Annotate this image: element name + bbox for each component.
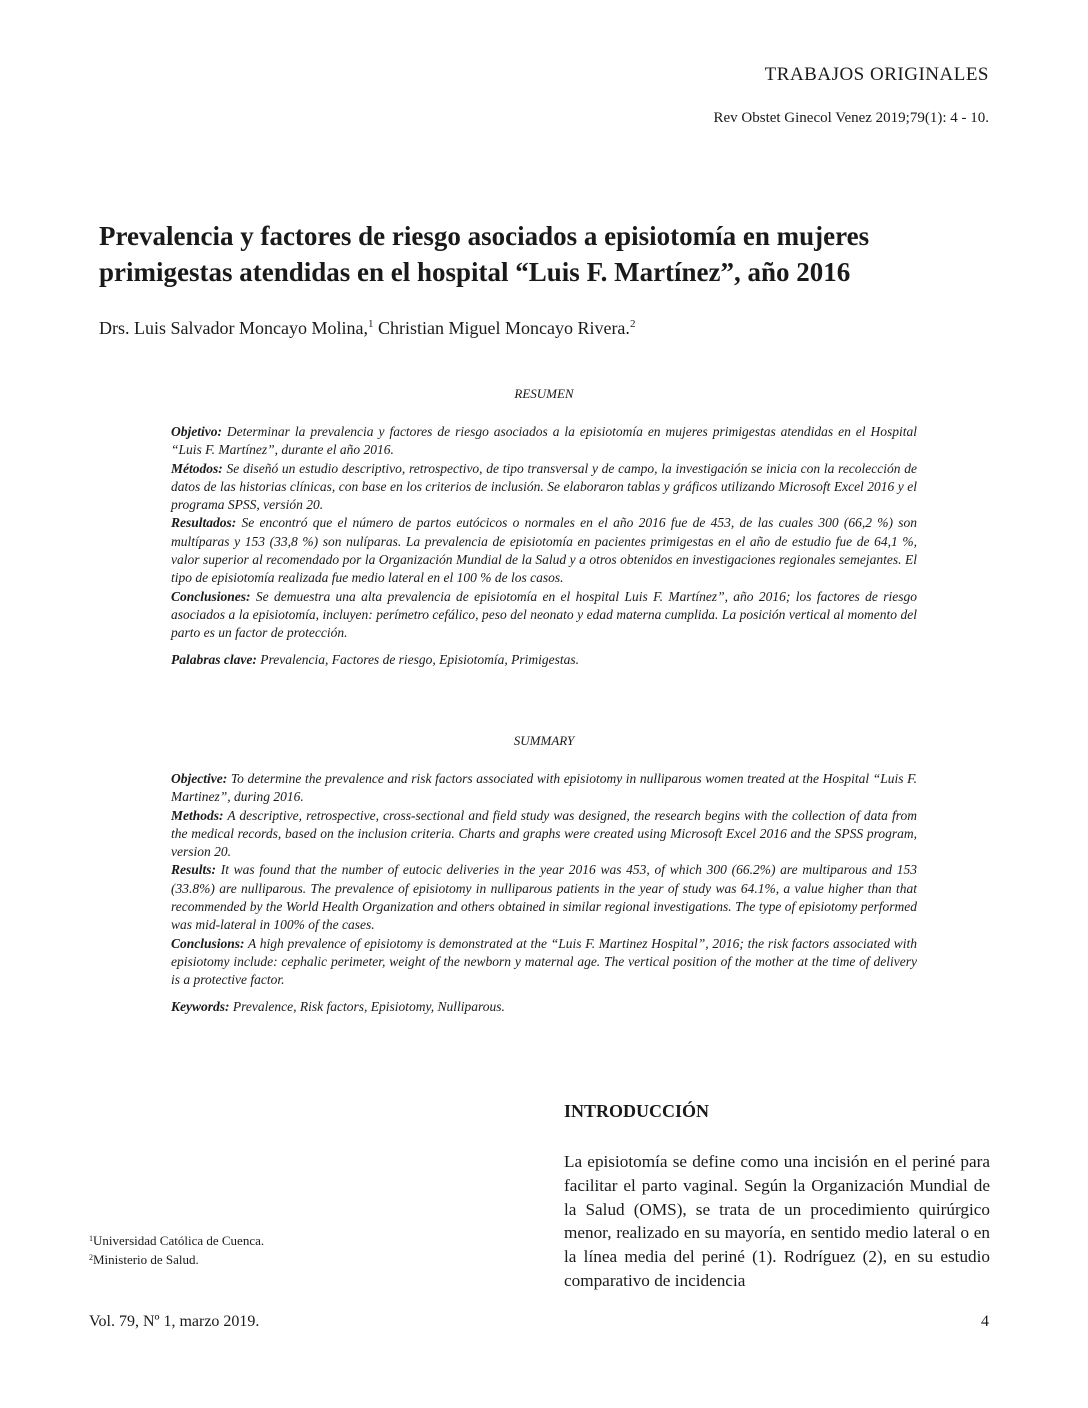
introduction-heading: INTRODUCCIÓN: [564, 1101, 710, 1121]
author-name: Drs. Luis Salvador Moncayo Molina,: [99, 318, 368, 338]
label: Palabras clave:: [171, 651, 257, 667]
affiliation-mark: 2: [629, 318, 636, 330]
footnote-text: Ministerio de Salud.: [93, 1252, 199, 1267]
text: Determinar la prevalencia y factores de riesgo asociados a la episiotomía en mujeres primigestas atendidas en el Hospital “Luis F. Martínez”, durante el año 2016.: [171, 424, 917, 458]
summary-heading: SUMMARY: [513, 733, 575, 748]
summary-abstract: [171, 770, 917, 1016]
footnote: [89, 1233, 264, 1249]
text: A high prevalence of episiotomy is demonstrated at the “Luis F. Martinez Hospital”, 2016; the risk factors associated with episiotomy include: cephalic perimeter, weight of the newborn y maternal age. The vertical position of the mother at the time of delivery is a protective factor.: [171, 935, 917, 988]
affiliation-mark: 1: [367, 318, 374, 330]
author-list: [99, 318, 635, 339]
label: Conclusions:: [171, 935, 245, 951]
text: Prevalencia, Factores de riesgo, Episiotomía, Primigestas.: [256, 651, 580, 667]
label: Results:: [171, 862, 217, 878]
author-name: Christian Miguel Moncayo Rivera.: [373, 318, 630, 338]
summary-methods: [171, 807, 917, 862]
footnote-mark: 2: [89, 1253, 93, 1262]
footnote-mark: 1: [89, 1234, 93, 1243]
text: Prevalence, Risk factors, Episiotomy, Nulliparous.: [229, 998, 505, 1014]
footer-volume: Vol. 79, Nº 1, marzo 2019.: [89, 1313, 260, 1330]
summary-keywords: [171, 998, 917, 1016]
page-number: 4: [981, 1313, 989, 1330]
text: A descriptive, retrospective, cross-sectional and field study was designed, the research begins with the collection of data from the medical records, based on the inclusion criteria. Charts and graphs were created using Microsoft Excel 2016 and the SPSS program, version 20.: [171, 807, 917, 860]
resumen-objetivo: [171, 423, 917, 460]
article-title: Prevalencia y factores de riesgo asociados a episiotomía en mujeres primigestas atendidas en el hospital “Luis F. Martínez”, año 2016: [99, 221, 870, 287]
label: Conclusiones:: [171, 588, 251, 604]
resumen-conclusiones: [171, 588, 917, 643]
resumen-heading: RESUMEN: [514, 386, 574, 401]
label: Objetivo:: [171, 424, 222, 439]
text: Se diseñó un estudio descriptivo, retrospectivo, de tipo transversal y de campo, la investigación se inicia con la recolección de datos de las historias clínicas, con base en los criterios de inclusión. Se elaboraron tablas y gráficos utilizando Microsoft Excel 2016 y el programa SPSS, versión 20.: [171, 460, 917, 513]
journal-citation: Rev Obstet Ginecol Venez 2019;79(1): 4 - 10.: [713, 110, 989, 126]
text: Se demuestra una alta prevalencia de episiotomía en el hospital Luis F. Martínez”, año 2016; los factores de riesgo asociados a la episiotomía, incluyen: perímetro cefálico, peso del neonato y edad materna cumplida. La posición vertical al momento del parto es un factor de protección.: [171, 588, 917, 641]
resumen-metodos: [171, 460, 917, 515]
label: Methods:: [171, 807, 224, 823]
summary-results: [171, 861, 917, 934]
text: To determine the prevalence and risk factors associated with episiotomy in nulliparous women treated at the Hospital “Luis F. Martinez”, during 2016.: [171, 771, 917, 805]
text: Se encontró que el número de partos eutócicos o normales en el año 2016 fue de 453, de las cuales 300 (66,2 %) son multíparas y 153 (33,8 %) son nulíparas. La prevalencia de episiotomía en pacientes primigestas en el año de estudio fue de 64,1 %, valor superior al recomendado por la Organización Mundial de la Salud y a otros obtenidos en investigaciones regionales semejantes. El tipo de episiotomía realizada fue medio lateral en el 100 % de los casos.: [171, 515, 917, 586]
label: Objective:: [171, 771, 228, 786]
section-label: TRABAJOS ORIGINALES: [764, 64, 989, 85]
label: Resultados:: [171, 515, 237, 531]
resumen-resultados: [171, 514, 917, 587]
label: Métodos:: [171, 460, 223, 476]
resumen-abstract: [171, 423, 917, 669]
summary-objective: [171, 770, 917, 807]
footnote-text: Universidad Católica de Cuenca.: [93, 1233, 265, 1248]
summary-conclusions: [171, 935, 917, 990]
label: Keywords:: [171, 998, 230, 1014]
introduction-body: La episiotomía se define como una incisión en el periné para facilitar el parto vaginal. Según la Organización Mundial de la Salud (OMS), se trata de un procedimiento quirúrgico menor, realizado en su mayoría, en sentido medio lateral o en la línea media del periné (1). Rodríguez (2), en su estudio comparativo de incidencia: [564, 1152, 990, 1290]
footnote: [89, 1252, 199, 1268]
text: It was found that the number of eutocic deliveries in the year 2016 was 453, of which 300 (66.2%) are multiparous and 153 (33.8%) are nulliparous. The prevalence of episiotomy in nulliparous patients in the year of study was 64.1%, a value higher than that recommended by the World Health Organization and others obtained in similar regional investigations. The type of episiotomy performed was mid-lateral in 100% of the cases.: [171, 862, 917, 933]
resumen-keywords: [171, 651, 917, 669]
